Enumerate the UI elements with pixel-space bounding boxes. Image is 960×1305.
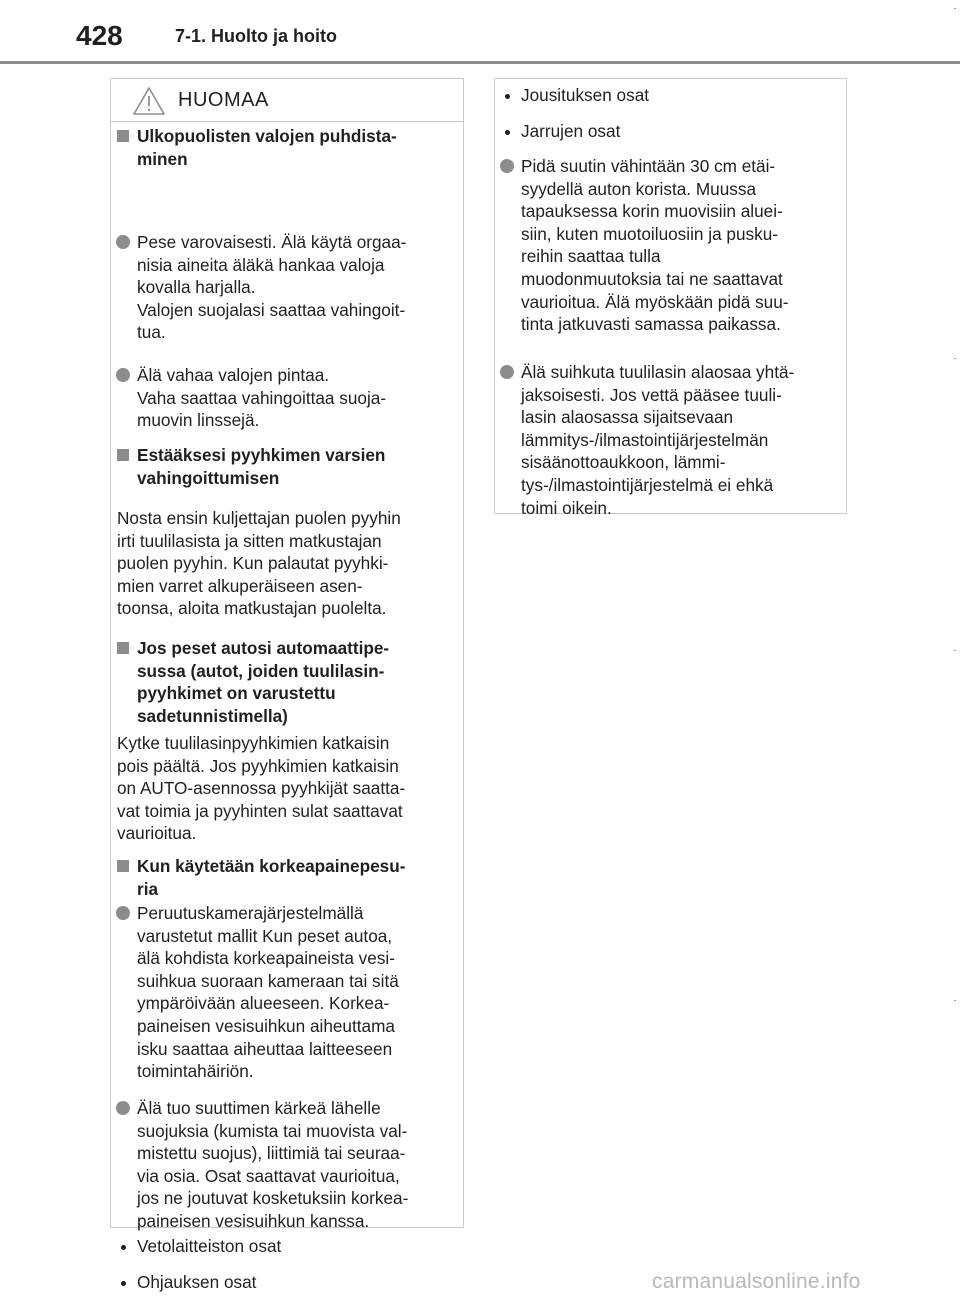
text-line: Nosta ensin kuljettajan puolen pyyhin — [117, 508, 401, 528]
small-dot-bullet-icon — [121, 1281, 126, 1286]
text-line: Jousituksen osat — [521, 85, 650, 105]
list-item — [111, 1271, 463, 1294]
text-line: tua. — [137, 322, 166, 343]
text-line: kovalla harjalla. — [137, 277, 256, 298]
list-item — [495, 84, 846, 107]
text-line: Vaha saattaa vahingoittaa suoja- — [137, 387, 387, 408]
text-line: Jarrujen osat — [521, 121, 621, 141]
text-line: toonsa, aloita matkustajan puolelta. — [117, 598, 387, 619]
text-line: sisäänottoaukkoon, lämmi- — [521, 452, 726, 473]
text-line: mistettu suojus), liittimiä tai seuraa- — [137, 1143, 406, 1164]
notice-title: HUOMAA — [178, 89, 269, 111]
trim-mark — [954, 8, 956, 9]
text-line: Peruutuskamerajärjestelmällä — [137, 903, 364, 923]
text-line: jos ne joutuvat kosketuksiin korkea- — [137, 1188, 409, 1209]
round-bullet-icon — [500, 365, 514, 379]
list-item — [111, 732, 463, 845]
item-text — [521, 361, 832, 519]
list-item — [495, 120, 846, 143]
header-rule — [0, 61, 960, 64]
item-text — [117, 507, 449, 620]
text-line: ympäröivään alueeseen. Korkea- — [137, 993, 390, 1014]
text-line: vaurioitua. Älä myöskään pidä suu- — [521, 291, 789, 312]
section-title: 7-1. Huolto ja hoito — [175, 26, 337, 46]
text-line: Ohjauksen osat — [137, 1272, 257, 1292]
text-line: minen — [137, 148, 188, 169]
text-line: toimi oikein. — [521, 497, 612, 518]
list-item — [111, 364, 463, 432]
text-line: tinta jatkuvasti samassa paikassa. — [521, 314, 781, 335]
round-bullet-icon — [116, 235, 130, 249]
text-line: suihkua suoraan kameraan tai sitä — [137, 970, 399, 991]
notice-header — [111, 79, 463, 122]
text-line: Jos peset autosi automaattipe- — [137, 638, 390, 658]
round-bullet-icon — [116, 1101, 130, 1115]
text-line: Pese varovaisesti. Älä käytä orgaa- — [137, 232, 407, 252]
text-line: isku saattaa aiheuttaa laitteeseen — [137, 1038, 393, 1059]
text-line: sussa (autot, joiden tuulilasin- — [137, 660, 385, 681]
text-line: nisia aineita äläkä hankaa valoja — [137, 254, 385, 275]
text-line: Valojen suojalasi saattaa vahingoit- — [137, 299, 406, 320]
item-text — [137, 364, 449, 432]
text-line: varustetut mallit Kun peset autoa, — [137, 925, 393, 946]
list-item — [495, 155, 846, 336]
text-line: Kun käytetään korkeapainepesu- — [137, 856, 406, 876]
text-line: muovin linssejä. — [137, 410, 260, 431]
list-item — [495, 361, 846, 519]
subsection-heading — [111, 855, 463, 900]
text-line: pyyhkimet on varustettu — [137, 683, 336, 704]
text-line: Älä vahaa valojen pintaa. — [137, 365, 330, 385]
text-line: Älä suihkuta tuulilasin alaosaa yhtä- — [521, 362, 795, 382]
square-bullet-icon — [117, 642, 129, 654]
text-line: Kytke tuulilasinpyyhkimien katkaisin — [117, 733, 390, 753]
text-line: pois päältä. Jos pyyhkimien katkaisin — [117, 755, 399, 776]
text-line: jaksoisesti. Jos vettä pääsee tuuli- — [521, 384, 782, 405]
item-text — [137, 1097, 449, 1233]
subsection-heading — [111, 637, 463, 727]
small-dot-bullet-icon — [505, 130, 510, 135]
text-line: syydellä auton korista. Muussa — [521, 178, 757, 199]
text-line: Estääksesi pyyhkimen varsien — [137, 445, 386, 465]
item-text — [521, 120, 832, 143]
text-line: toimintahäiriön. — [137, 1061, 254, 1082]
small-dot-bullet-icon — [505, 94, 510, 99]
text-line: puolen pyyhin. Kun palautat pyyhki- — [117, 553, 389, 574]
square-bullet-icon — [117, 449, 129, 461]
text-line: lämmitys-/ilmastointijärjestelmän — [521, 429, 769, 450]
text-line: älä kohdista korkeapaineista vesi- — [137, 948, 395, 969]
round-bullet-icon — [116, 368, 130, 382]
text-line: vaurioitua. — [117, 823, 197, 844]
item-text — [137, 902, 449, 1083]
list-item — [111, 1235, 463, 1258]
item-text — [117, 732, 449, 845]
text-line: paineisen vesisuihkun aiheuttama — [137, 1015, 395, 1036]
text-line: Älä tuo suuttimen kärkeä lähelle — [137, 1098, 381, 1118]
page-number: 428 — [76, 20, 123, 51]
round-bullet-icon — [116, 906, 130, 920]
item-text — [137, 444, 449, 489]
notice-box-right — [494, 78, 847, 518]
text-line: mien varret alkuperäiseen asen- — [117, 575, 363, 596]
warning-triangle-icon — [132, 86, 166, 116]
list-item — [111, 1097, 463, 1233]
round-bullet-icon — [500, 159, 514, 173]
trim-mark — [954, 1000, 956, 1001]
trim-mark — [954, 358, 956, 359]
item-text — [137, 125, 449, 170]
text-line: tapauksessa korin muovisiin aluei- — [521, 201, 783, 222]
text-line: reihin saattaa tulla — [521, 246, 661, 267]
item-text — [137, 1235, 449, 1258]
list-item — [111, 507, 463, 620]
subsection-heading — [111, 125, 463, 170]
text-line: lasin alaosassa sijaitsevaan — [521, 407, 734, 428]
text-line: Ulkopuolisten valojen puhdista- — [137, 126, 397, 146]
item-text — [521, 155, 832, 336]
notice-box-left — [110, 78, 464, 1292]
item-text — [137, 637, 449, 727]
text-line: sadetunnistimella) — [137, 705, 288, 726]
small-dot-bullet-icon — [121, 1245, 126, 1250]
text-line: via osia. Osat saattavat vaurioitua, — [137, 1165, 400, 1186]
item-text — [137, 1271, 449, 1294]
subsection-heading — [111, 444, 463, 489]
text-line: vahingoittumisen — [137, 467, 280, 488]
text-line: irti tuulilasista ja sitten matkustajan — [117, 530, 382, 551]
text-line: Vetolaitteiston osat — [137, 1236, 282, 1256]
text-line: tys-/ilmastointijärjestelmä ei ehkä — [521, 474, 774, 495]
square-bullet-icon — [117, 130, 129, 142]
item-text — [137, 231, 449, 344]
item-text — [137, 855, 449, 900]
trim-mark — [954, 650, 956, 651]
text-line: siin, kuten muotoiluosiin ja pusku- — [521, 223, 778, 244]
text-line: muodonmuutoksia tai ne saattavat — [521, 268, 783, 289]
watermark: carmanualsonline.info — [652, 1270, 861, 1293]
text-line: vat toimia ja pyyhinten sulat saattavat — [117, 800, 403, 821]
text-line: paineisen vesisuihkun kanssa. — [137, 1210, 370, 1231]
list-item — [111, 231, 463, 344]
item-text — [521, 84, 832, 107]
text-line: suojuksia (kumista tai muovista val- — [137, 1120, 408, 1141]
text-line: Pidä suutin vähintään 30 cm etäi- — [521, 156, 776, 176]
square-bullet-icon — [117, 860, 129, 872]
text-line: ria — [137, 878, 159, 899]
list-item — [111, 902, 463, 1083]
text-line: on AUTO-asennossa pyyhkijät saatta- — [117, 778, 406, 799]
